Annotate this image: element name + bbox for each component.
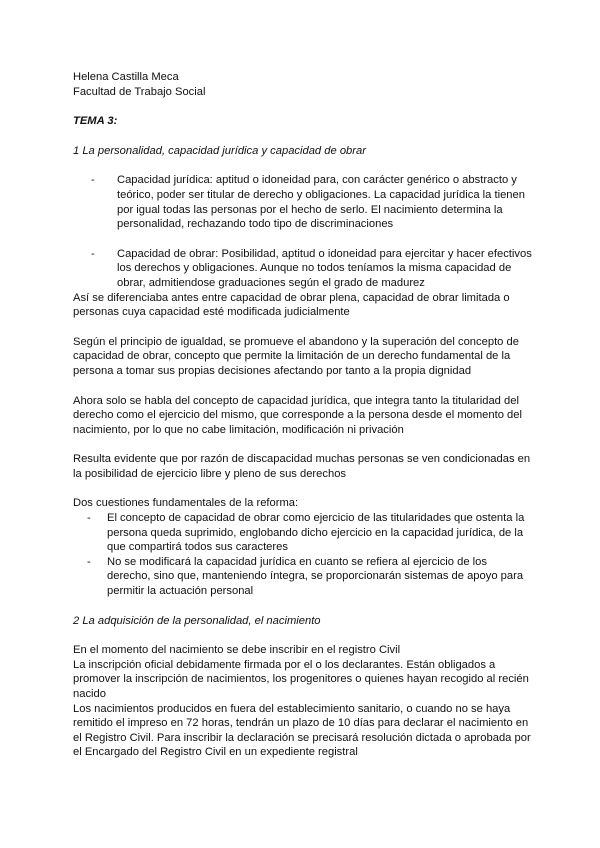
tema-heading: TEMA 3: [73,115,118,128]
list-item [73,555,533,599]
paragraph: En el momento del nacimiento se debe inscribir en el registro Civil [73,644,401,657]
list-item [73,173,533,231]
list-item [73,247,533,291]
paragraph: Así se diferenciaba antes entre capacidad de obrar plena, capacidad de obrar limitada o personas cuya capacidad esté modificada judicialmente [73,291,510,319]
paragraph: Según el principio de igualdad, se promueve el abandono y la superación del concepto de capacidad de obrar, concepto que permite la limitación de un derecho fundamental de la persona a tomar sus propias decisiones afectando por tanto a la propia dignidad [73,335,519,377]
reform-item-text: El concepto de capacidad de obrar como ejercicio de las titularidades que ostenta la persona queda suprimido, englobando dicho ejercicio en la capacidad jurídica, de la que compartirá todos sus caracteres [107,512,525,554]
bullet-marker: - [91,174,95,187]
capacidad-juridica-text: Capacidad jurídica: aptitud o idoneidad para, con carácter genérico o abstracto y teórico, poder ser titular de derecho y obligaciones. La capacidad jurídica la tienen por igual todas las personas por el hecho de serlo. El nacimiento determina la personalidad, rechazando todo tipo de discriminaciones [117,174,525,231]
document-body [73,70,533,760]
reform-item-text: No se modificará la capacidad jurídica en cuanto se refiera al ejercicio de los derecho, sino que, manteniendo íntegra, se proporcionarán sistemas de apoyo para permitir la actuación personal [107,555,524,598]
reform-intro: Dos cuestiones fundamentales de la reforma: [73,497,299,510]
bullet-marker: - [87,512,91,525]
definitions-list [73,173,533,290]
section-1-title: 1 La personalidad, capacidad jurídica y capacidad de obrar [73,144,366,157]
author-name: Helena Castilla Meca [73,71,179,83]
bullet-marker: - [91,247,95,260]
paragraph: Ahora solo se habla del concepto de capacidad jurídica, que integra tanto la titularidad del derecho como el ejercicio del mismo, que corresponde a la persona desde el momento del nacimiento, por lo que no cabe limitación, modificación ni privación [73,394,522,436]
paragraph: Los nacimientos producidos en fuera del establecimiento sanitario, o cuando no se haya remitido el impreso en 72 horas, tendrán un plazo de 10 días para declarar el nacimiento en el Registro Civil. Para inscribir la declaración se precisará resolución dictada o aprobada por el Encargado del Registro Civil en un expediente registral [73,702,531,759]
faculty-name: Facultad de Trabajo Social [73,85,206,98]
reform-list [73,511,533,599]
paragraph: La inscripción oficial debidamente firmada por el o los declarantes. Están obligados a promover la inscripción de nacimientos, los progenitores o quienes hayan recogido al recién nacido [73,658,529,700]
bullet-marker: - [87,555,91,568]
paragraph: Resulta evidente que por razón de discapacidad muchas personas se ven condicionadas en la posibilidad de ejercicio libre y pleno de sus derechos [73,453,531,480]
list-item [73,511,533,555]
section-2-title: 2 La adquisición de la personalidad, el nacimiento [73,614,321,627]
capacidad-obrar-text: Capacidad de obrar: Posibilidad, aptitud o idoneidad para ejercitar y hacer efectivos los derechos y obligaciones. Aunque no todos teníamos la misma capacidad de obrar, admitiendose graduaciones según el grado de madurez [117,247,532,289]
